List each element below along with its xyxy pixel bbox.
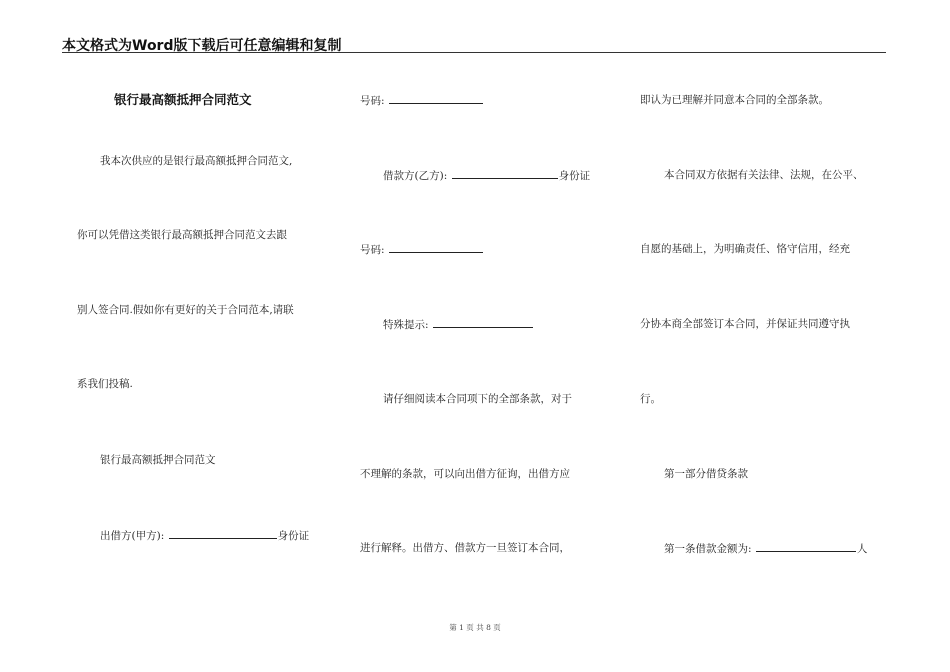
loan-amount-line (664, 541, 867, 556)
document-header: 本文格式为Word版下载后可任意编辑和复制 (62, 38, 342, 54)
paragraph-line: 别人签合同.假如你有更好的关于合同范本,请联 (77, 304, 294, 316)
paragraph-line: 系我们投稿. (77, 378, 133, 390)
id-number-label: 号码: (360, 244, 385, 256)
special-note-blank (433, 317, 533, 328)
id-label: 身份证 (558, 170, 591, 182)
id-number-blank (389, 242, 483, 253)
special-note-label: 特殊提示: (383, 319, 429, 331)
borrower-name-blank (452, 168, 558, 179)
loan-amount-blank (756, 541, 856, 552)
section-heading: 第一部分借贷条款 (664, 468, 748, 480)
borrower-field-line (383, 168, 590, 183)
id-number-line (360, 93, 484, 108)
paragraph-line: 本合同双方依据有关法律、法规，在公平、 (664, 169, 864, 181)
paragraph-line: 行。 (640, 393, 661, 405)
lender-field-line (100, 528, 309, 543)
id-number-label: 号码: (360, 95, 385, 107)
currency-label: 人 (856, 543, 868, 555)
paragraph-line: 请仔细阅读本合同项下的全部条款，对于 (383, 393, 572, 405)
lender-label: 出借方(甲方): (100, 530, 165, 542)
id-label: 身份证 (277, 530, 310, 542)
section-heading: 银行最高额抵押合同范文 (100, 454, 216, 466)
paragraph-line: 分协本商全部签订本合同，并保证共同遵守执 (640, 318, 850, 330)
loan-amount-label: 第一条借款金额为: (664, 543, 752, 555)
header-divider (62, 52, 886, 53)
id-number-line (360, 242, 484, 257)
paragraph-line: 自愿的基础上，为明确责任、恪守信用，经充 (640, 243, 850, 255)
document-title: 银行最高额抵押合同范文 (114, 92, 252, 107)
lender-name-blank (169, 528, 277, 539)
paragraph-line: 不理解的条款，可以向出借方征询，出借方应 (360, 468, 570, 480)
page-number: 第 1 页 共 8 页 (449, 623, 501, 632)
borrower-label: 借款方(乙方): (383, 170, 448, 182)
paragraph-line: 即认为已理解并同意本合同的全部条款。 (640, 94, 829, 106)
paragraph-line: 我本次供应的是银行最高额抵押合同范文, (100, 155, 293, 167)
special-note-line (383, 317, 534, 332)
paragraph-line: 你可以凭借这类银行最高额抵押合同范文去跟 (77, 229, 287, 241)
paragraph-line: 进行解释。出借方、借款方一旦签订本合同， (360, 542, 570, 554)
id-number-blank (389, 93, 483, 104)
